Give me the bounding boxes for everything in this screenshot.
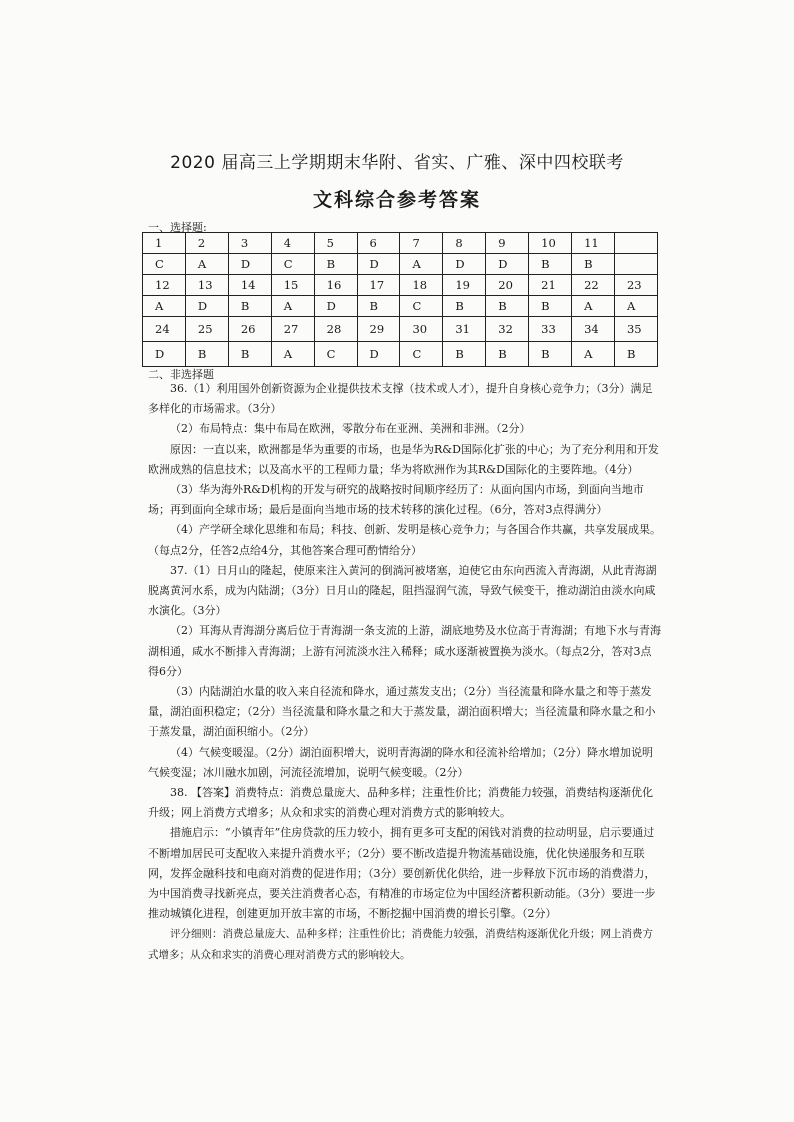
table-cell: D <box>228 254 271 275</box>
table-cell: A <box>271 296 314 317</box>
table-cell: 29 <box>357 317 400 342</box>
table-cell: 25 <box>185 317 228 342</box>
table-cell: 34 <box>572 317 615 342</box>
answer-37-2: （2）耳海从青海湖分离后位于青海湖一条支流的上游，湖底地势及水位高于青海湖；有地下水与青海湖相通，咸水不断排入青海湖；上游有河流淡水注入稀释；咸水逐渐被置换为淡水。（每点2分，答对3点得6分） <box>148 624 661 678</box>
table-row <box>143 317 658 342</box>
table-cell: 5 <box>314 233 357 254</box>
table-cell: 12 <box>143 275 186 296</box>
table-cell: 23 <box>614 275 657 296</box>
answer-body <box>148 379 662 965</box>
table-cell: 11 <box>572 233 615 254</box>
table-row <box>143 296 658 317</box>
answer-36-1: 36.（1）利用国外创新资源为企业提供技术支撑（技术或人才），提升自身核心竞争力；（3分）满足多样化的市场需求。（3分） <box>148 382 653 416</box>
table-cell: 31 <box>443 317 486 342</box>
table-cell: A <box>143 296 186 317</box>
table-row <box>143 233 658 254</box>
table-cell: 35 <box>614 317 657 342</box>
answer-36-3: （3）华为海外R&D机构的开发与研究的战略按时间顺序经历了：从面向国内市场，到面向当地市场；再到面向全球市场；最后是面向当地市场的技术转移的演化过程。（6分，答对3点得满分） <box>148 483 644 517</box>
table-cell: D <box>486 254 529 275</box>
table-cell: 3 <box>228 233 271 254</box>
table-cell: B <box>486 296 529 317</box>
table-cell: 28 <box>314 317 357 342</box>
table-cell: 1 <box>143 233 186 254</box>
table-cell: B <box>529 254 572 275</box>
table-cell: 26 <box>228 317 271 342</box>
table-cell: 19 <box>443 275 486 296</box>
table-cell: B <box>614 342 657 367</box>
table-cell: D <box>314 296 357 317</box>
answer-37-4: （4）气候变暖湿。（2分）湖泊面积增大，说明青海湖的降水和径流补给增加；（2分）降水增加说明气候变湿；冰川融水加剧，河流径流增加，说明气候变暖。（2分） <box>148 745 653 779</box>
table-cell: B <box>486 342 529 367</box>
table-cell: 7 <box>400 233 443 254</box>
section-heading-nonchoice: 二、非选择题 <box>148 368 214 381</box>
table-cell: 21 <box>529 275 572 296</box>
table-cell: 22 <box>572 275 615 296</box>
answer-37-1: 37.（1）日月山的隆起，使原来注入黄河的倒淌河被堵塞，迫使它由东向西流入青海湖，从此青海湖脱离黄河水系，成为内陆湖；（3分）日月山的隆起，阻挡湿润气流，导致气候变干，推动湖泊由淡水向咸水演化。（3分） <box>148 563 657 618</box>
table-cell <box>614 233 657 254</box>
table-cell: 20 <box>486 275 529 296</box>
table-cell: 4 <box>271 233 314 254</box>
answer-38: 38. 【答案】消费特点：消费总量庞大、品种多样；注重性价比；消费能力较强，消费结构逐渐优化升级；网上消费方式增多；从众和求实的消费心理对消费方式的影响较大。 <box>148 786 653 820</box>
table-cell: C <box>271 254 314 275</box>
table-cell: D <box>443 254 486 275</box>
table-cell <box>614 254 657 275</box>
table-cell: 10 <box>529 233 572 254</box>
page-subtitle: 文科综合参考答案 <box>312 189 481 211</box>
table-row <box>143 342 658 367</box>
table-cell: 18 <box>400 275 443 296</box>
table-cell: D <box>185 296 228 317</box>
table-cell: C <box>143 254 186 275</box>
table-cell: 13 <box>185 275 228 296</box>
table-cell: C <box>400 342 443 367</box>
section-heading-choice: 一、选择题: <box>148 221 207 234</box>
table-cell: B <box>228 342 271 367</box>
answer-36-2-reason: 原因：一直以来，欧洲都是华为重要的市场，也是华为R&D国际化扩张的中心；为了充分利用和开发欧洲成熟的信息技术；以及高水平的工程师力量；华为将欧洲作为其R&D国际化的主要阵地。（4分） <box>148 442 659 476</box>
table-cell: B <box>228 296 271 317</box>
table-cell: B <box>572 254 615 275</box>
table-row <box>143 254 658 275</box>
table-row <box>143 275 658 296</box>
table-cell: 6 <box>357 233 400 254</box>
table-cell: A <box>271 342 314 367</box>
table-cell: A <box>572 342 615 367</box>
table-cell: 30 <box>400 317 443 342</box>
table-cell: D <box>143 342 186 367</box>
answer-table <box>142 232 658 367</box>
answer-36-4: （4）产学研全球化思维和布局；科技、创新、发明是核心竞争力；与各国合作共赢，共享发展成果。（每点2分，任答2点给4分，其他答案合理可酌情给分） <box>148 523 661 557</box>
answer-37-3: （3）内陆湖泊水量的收入来自径流和降水，通过蒸发支出；（2分）当径流量和降水量之和等于蒸发量，湖泊面积稳定；（2分）当径流量和降水量之和大于蒸发量，湖泊面积增大；当径流量和降水量之和小于蒸发量，湖泊面积缩小。（2分） <box>148 685 656 739</box>
table-cell: 14 <box>228 275 271 296</box>
table-cell: B <box>185 342 228 367</box>
answer-36-2: （2）布局特点：集中布局在欧洲，零散分布在亚洲、美洲和非洲。（2分） <box>170 422 531 436</box>
table-cell: B <box>443 342 486 367</box>
table-cell: 9 <box>486 233 529 254</box>
table-cell: A <box>614 296 657 317</box>
scoring-rules: 评分细则：消费总量庞大、品种多样；注重性价比；消费能力较强，消费结构逐渐优化升级；网上消费方式增多；从众和求实的消费心理对消费方式的影响较大。 <box>148 928 653 961</box>
page-title: 2020 届高三上学期期末华附、省实、广雅、深中四校联考 <box>170 153 624 173</box>
table-cell: D <box>357 342 400 367</box>
table-cell: 24 <box>143 317 186 342</box>
table-cell: 32 <box>486 317 529 342</box>
table-cell: 33 <box>529 317 572 342</box>
table-cell: B <box>443 296 486 317</box>
table-cell: 27 <box>271 317 314 342</box>
table-cell: A <box>185 254 228 275</box>
table-cell: 15 <box>271 275 314 296</box>
answer-38-measures: 措施启示：“小镇青年”住房贷款的压力较小，拥有更多可支配的闲钱对消费的拉动明显，启示要通过不断增加居民可支配收入来提升消费水平；（2分）要不断改造提升物流基础设施，优化快递服务和互联网，发挥金融科技和电商对消费的促进作用；（3分）要创新优化供给，进一步释放下沉市场的消费潜力，为中国消费寻找新亮点，要关注消费者心态，有精准的市场定位为中国经济蓄积新动能。（3分）要进一步推动城镇化进程，创建更加开放丰富的市场，不断挖掘中国消费的增长引擎。（2分） <box>148 826 656 921</box>
table-cell: A <box>572 296 615 317</box>
table-cell: C <box>314 342 357 367</box>
table-cell: B <box>529 296 572 317</box>
table-cell: D <box>357 254 400 275</box>
table-cell: 8 <box>443 233 486 254</box>
table-cell: 17 <box>357 275 400 296</box>
table-cell: 2 <box>185 233 228 254</box>
table-cell: B <box>314 254 357 275</box>
table-cell: A <box>400 254 443 275</box>
table-cell: B <box>529 342 572 367</box>
table-cell: 16 <box>314 275 357 296</box>
table-cell: B <box>357 296 400 317</box>
table-cell: C <box>400 296 443 317</box>
